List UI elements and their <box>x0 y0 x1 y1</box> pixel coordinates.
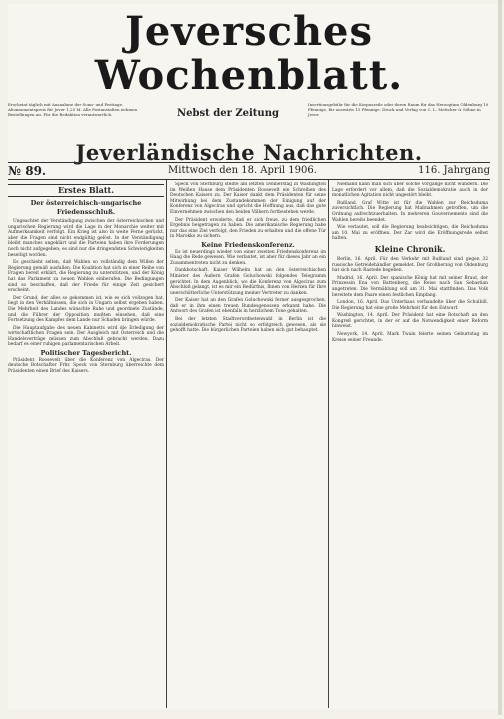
column-divider <box>166 180 167 708</box>
paragraph: Präsident Roosevelt über die Konferenz von Algeciras. Der deutsche Botschafter Frhr. Speck von Sternburg überreichte dem Präsidenten einen Brief des Kaisers. <box>8 357 164 374</box>
paragraph: Der Kaiser hat an den Grafen Goluchowski ferner ausgesprochen, daß er in ihm einen treuen Bundesgenossen erkannt habe. Die Antwort des Grafen ist ebenfalls in herzlichem Tone gehalten. <box>170 298 326 315</box>
supplement-note: Nebst der Zeitung <box>177 108 279 119</box>
paragraph: Der Grund, der alles so gekommen ist, wie es sich vollzogen hat, liegt in den Verhältnissen, die sich in Ungarn selbst ergeben haben. Die Mehrheit des Landes wünschte Ruhe und geordnete Zustände, und die Führer der Opposition mußten einsehen, daß eine Fortsetzung des Kampfes dem Lande nur Schaden bringen würde. <box>8 295 164 324</box>
column-divider <box>328 180 329 708</box>
top-rule <box>8 162 490 163</box>
paragraph: Rußland. Graf Witte ist für die Wahlen zur Reichsduma zuversichtlich. Die Regierung hat Maßnahmen getroffen, um die Ordnung aufrechtzuerhalten. In mehreren Gouvernements sind die Wahlen bereits beendet. <box>332 200 488 223</box>
subscription-info: Erscheint täglich mit Ausnahme der Sonn- und Festtage. Abonnementspreis für Jever 1,25 M. Alle Postanstalten nehmen Bestellungen an. Für die Redaktion verantwortlich. <box>8 102 138 117</box>
issue-date: Mittwoch den 18. April 1906. <box>168 165 317 176</box>
column-2 <box>170 182 326 702</box>
issue-number: № 89. <box>8 164 47 178</box>
paragraph: Es geschieht selten, daß Wahlen so vollständig dem Willen der Regierung gemäß ausfallen. Die Koalition hat sich in einer Reihe von Fragen bereit erklärt, die Regierung zu unterstützen, und der König hat das Parlament zu neuen Wahlen einberufen. Die Bedingungen sind so beschaffen, daß der Friede für einige Zeit gesichert erscheint. <box>8 260 164 294</box>
section-heading: Erstes Blatt. <box>8 184 164 197</box>
paragraph: Ungeachtet der Verständigung zwischen der österreichischen und ungarischen Regierung wird die Lage in der Monarchie weiter mit Aufmerksamkeit verfolgt. Ein Krieg ist also in weite Ferne gerückt, aber die Fragen sind nicht endgültig gelöst. In der Verständigung bleibt manches ungeklärt und die Parteien haben ihre Forderungen noch nicht aufgegeben; es sind nur die dringendsten Schwierigkeiten beseitigt worden. <box>8 219 164 258</box>
paragraph: Madrid, 16. April. Der spanische König hat mit seiner Braut, der Prinzessin Ena von Battenberg, die Reise nach San Sebastian angetreten. Die Vermählung soll am 31. Mai stattfinden. Das Volk bereitete dem Paare einen festlichen Empfang. <box>332 275 488 298</box>
dateline-rule <box>8 179 490 180</box>
paragraph: Washington, 14. April. Der Präsident hat eine Botschaft an den Kongreß gerichtet, in der er auf die Notwendigkeit einer Reform hinweist. <box>332 313 488 330</box>
dateline <box>8 164 490 178</box>
paragraph: Dankbotschaft. Kaiser Wilhelm hat an den österreichischen Minister des Äußern Grafen Goluchowski folgendes Telegramm gerichtet: In dem Augenblick, wo die Konferenz von Algeciras zum Abschluß gelangt, ist es mir ein Bedürfnis, Ihnen von Herzen für Ihre unerschütterliche Unterstützung meiner Vertreter zu danken. <box>170 268 326 296</box>
column-1 <box>8 182 164 702</box>
page-edge <box>498 0 502 715</box>
paragraph: Es ist neuerdings wieder von einer zweiten Friedenskonferenz im Haag die Rede gewesen. Wie verlautet, ist aber für dieses Jahr an ein Zusammentreten nicht zu denken. <box>170 249 326 266</box>
newspaper-page <box>8 4 500 709</box>
article-title: Der österreichisch-ungarische Friedensschluß. <box>30 199 142 216</box>
paragraph: Niemand kann man sich über solche Vorgänge nicht wundern. Die Lage erfordert vor allem, daß die Sozialdemokratie auch in der monatlichen Agitation nicht ungestört bleibt. <box>332 182 488 199</box>
paragraph: Der Präsident erwiderte, daß er sich freue, zu dem friedlichen Ergebnis beigetragen zu haben. Die amerikanische Regierung habe nur das eine Ziel verfolgt, den Frieden zu erhalten und die offene Tür in Marokko zu sichern. <box>170 217 326 240</box>
volume-year: 116. Jahrgang <box>418 165 490 176</box>
section-heading-chronicle: Kleine Chronik. <box>374 243 446 254</box>
advertising-info: Insertionsgebühr für die Korpuszeile oder deren Raum für das Herzogtum Oldenburg 10 Pfennige, für auswärts 15 Pfennige. Druck und Verlag von C. L. Mettcker & Söhne in Jever. <box>308 102 489 117</box>
paragraph: Berlin, 16. April. Für den Verkehr mit Rußland sind gegen 32 russische Getreidehändler gemeldet. Der Großherzog von Oldenburg hat sich nach Rastede begeben. <box>332 256 488 274</box>
paragraph: Die Hauptaufgabe des neuen Kabinetts wird die Erledigung der wirtschaftlichen Fragen sein. Der Ausgleich mit Österreich und die Handelsverträge müssen zum Abschluß gebracht werden. Dazu bedarf es einer ruhigen parlamentarischen Arbeit. <box>8 325 164 348</box>
paragraph: Newyork, 14. April. Mark Twain feierte seinen Geburtstag im Kreise seiner Freunde. <box>332 332 488 343</box>
subheading: Keine Friedenskonferenz. <box>201 240 295 249</box>
paragraph: London, 16. April. Das Unterhaus verhandelte über die Schulbill. Die Regierung hat eine große Mehrheit für den Entwurf. <box>332 300 488 311</box>
paragraph: Wie verlautet, soll die Regierung beabsichtigen, die Reichsduma am 10. Mai zu eröffnen. Der Zar wird die Eröffnungsrede selbst halten. <box>332 225 488 242</box>
column-3 <box>332 182 488 702</box>
paragraph: Speck von Sternburg stellte am letzten Donnerstag in Washington im Weißen Hause dem Präsidenten Roosevelt ein Schreiben des Deutschen Kaisers zu. Der Kaiser dankt dem Präsidenten für seine Mitwirkung bei dem Zustandekommen der Einigung auf der Konferenz von Algeciras und spricht die Hoffnung aus, daß das gute Einvernehmen zwischen den beiden Völkern fortbestehen werde. <box>170 182 326 215</box>
section-heading-political: Politischer Tagesbericht. <box>40 349 132 358</box>
subtitle: Jeverländische Nachrichten. <box>75 140 423 165</box>
masthead-title: Jeversches Wochenblatt. <box>94 8 404 99</box>
paragraph: Bei der letzten Stadtverordnetenwahl in Berlin ist die sozialdemokratische Partei nicht so erfolgreich gewesen, als sie gehofft hatte. Die bürgerlichen Parteien haben sich gut behauptet. <box>170 317 326 334</box>
header-info-row <box>8 102 490 138</box>
